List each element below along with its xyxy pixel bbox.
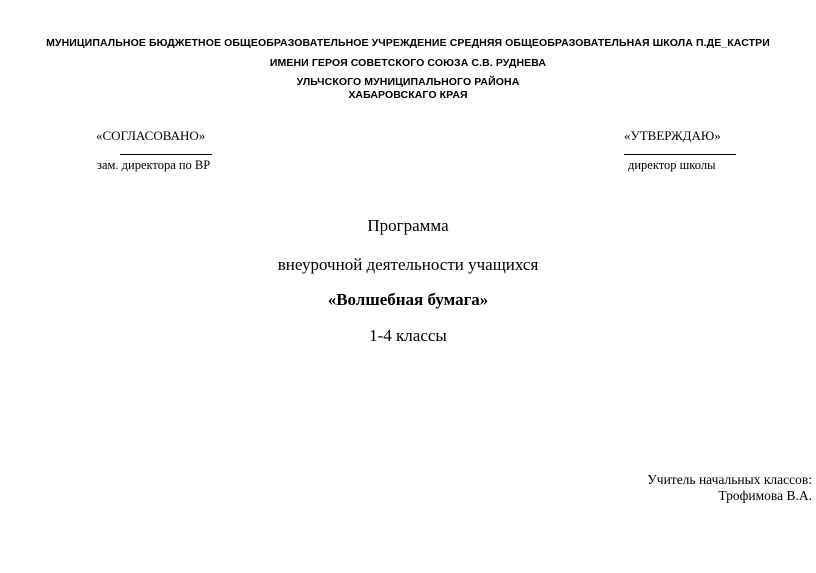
agreed-signature-line xyxy=(120,154,212,155)
header-line-2: ИМЕНИ ГЕРОЯ СОВЕТСКОГО СОЮЗА С.В. РУДНЕВА xyxy=(269,57,547,69)
header-line-4: ХАБАРОВСКАГО КРАЯ xyxy=(348,89,468,101)
header-line-1: МУНИЦИПАЛЬНОЕ БЮДЖЕТНОЕ ОБЩЕОБРАЗОВАТЕЛЬНОЕ УЧРЕЖДЕНИЕ СРЕДНЯЯ ОБЩЕОБРАЗОВАТЕЛЬНАЯ ШКОЛА П.ДЕ_КАСТРИ xyxy=(46,37,770,49)
agreed-label: «СОГЛАСОВАНО» xyxy=(96,128,206,143)
teacher-role: Учитель начальных классов: xyxy=(647,472,812,487)
teacher-name: Трофимова В.А. xyxy=(718,488,812,503)
program-title: Программа xyxy=(367,216,449,235)
program-grades: 1-4 классы xyxy=(369,326,447,345)
agreed-role: зам. директора по ВР xyxy=(97,158,211,172)
program-name: «Волшебная бумага» xyxy=(327,290,489,309)
approved-label: «УТВЕРЖДАЮ» xyxy=(624,128,721,143)
program-subtitle: внеурочной деятельности учащихся xyxy=(277,255,539,274)
approved-role: директор школы xyxy=(628,158,716,172)
header-line-3: УЛЬЧСКОГО МУНИЦИПАЛЬНОГО РАЙОНА xyxy=(296,76,520,88)
approved-signature-line xyxy=(624,154,736,155)
